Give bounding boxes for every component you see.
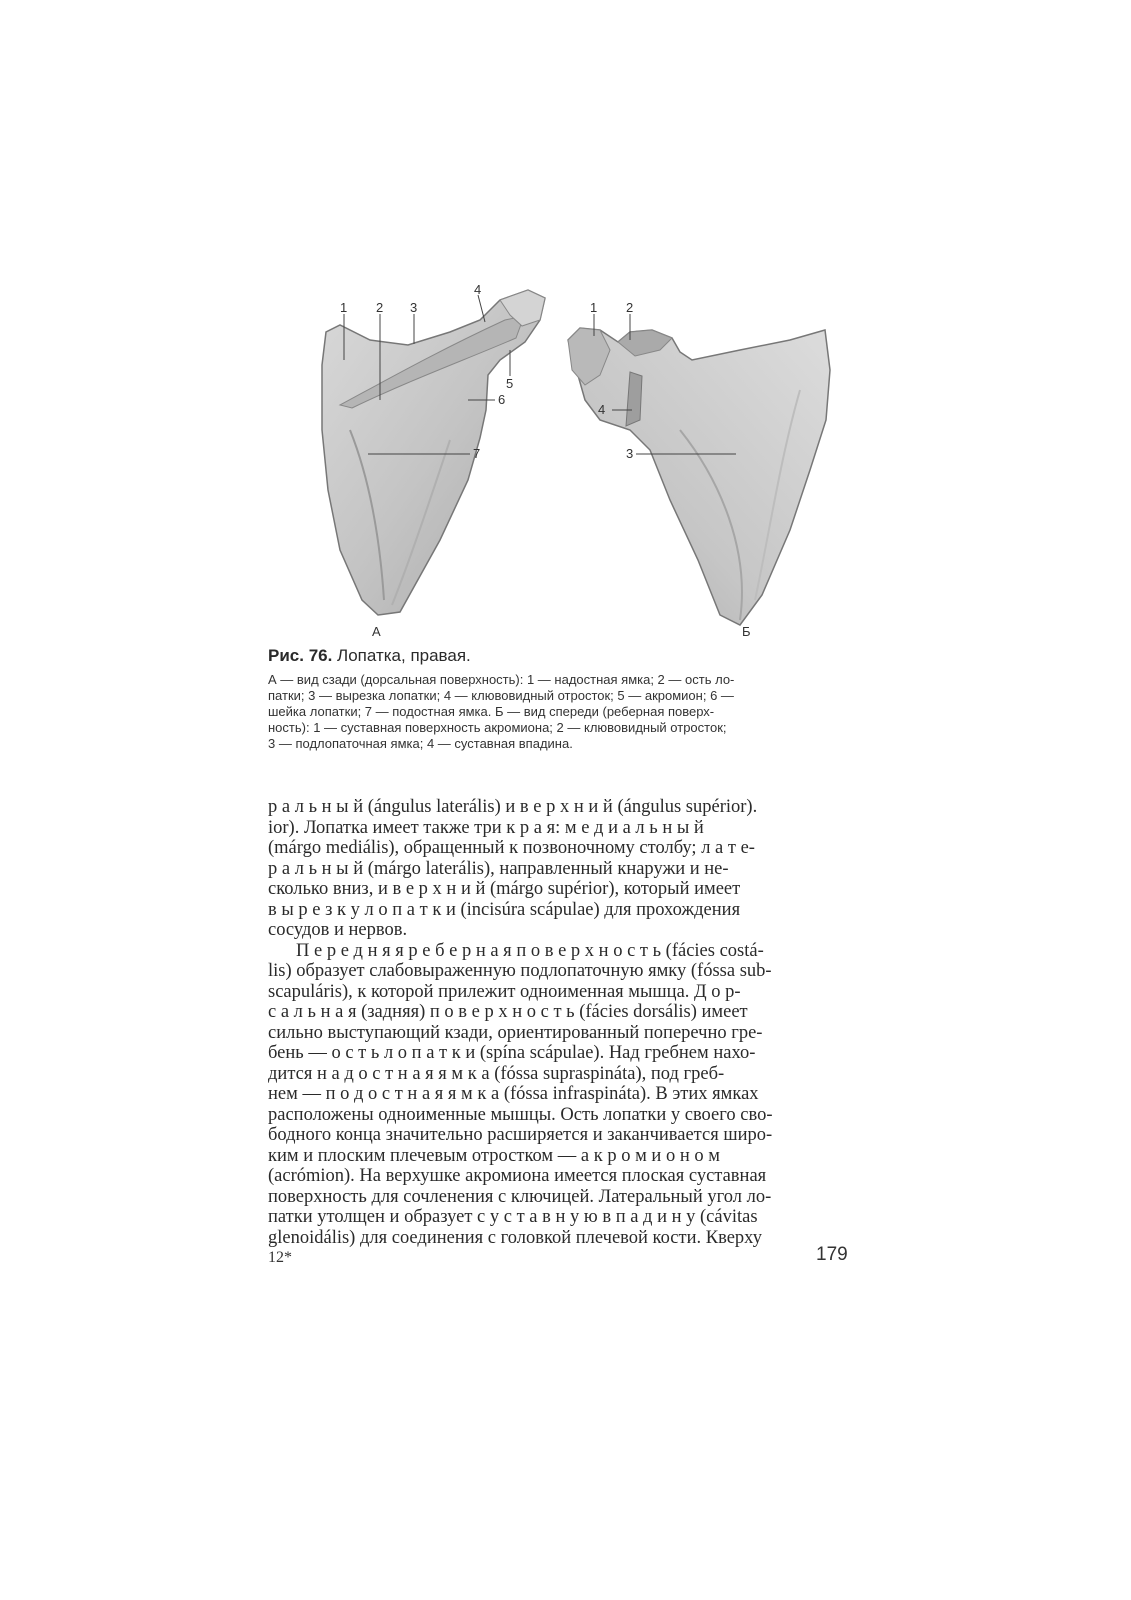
body-line: дится н а д о с т н а я я м к а (fóssa supraspináta), под греб- xyxy=(268,1063,725,1084)
body-line: scapuláris), к которой прилежит одноименная мышца. Д о р- xyxy=(268,981,741,1002)
body-line: сколько вниз, и в е р х н и й (márgo supérior), который имеет xyxy=(268,879,741,899)
page-number: 179 xyxy=(816,1244,848,1265)
body-line: в ы р е з к у л о п а т к и (incisúra scápulae) для прохождения xyxy=(268,899,741,920)
label-a-7: 7 xyxy=(473,446,481,461)
body-line: бодного конца значительно расширяется и заканчивается широ- xyxy=(268,1125,773,1145)
caption-legend xyxy=(268,672,864,752)
body-line: р а л ь н ы й (márgo laterális), направленный кнаружи и не- xyxy=(268,858,729,879)
scapula-view-b xyxy=(568,314,830,625)
body-line: поверхность для сочленения с ключицей. Латеральный угол ло- xyxy=(268,1186,772,1207)
legend-line: А — вид сзади (дорсальная поверхность): 1 — надостная ямка; 2 — ость ло- xyxy=(268,672,735,687)
label-a-3: 3 xyxy=(410,300,418,315)
label-a-5: 5 xyxy=(506,376,514,391)
scapula-view-a xyxy=(322,290,545,615)
body-line: (acrómion). На верхушке акромиона имеется плоская суставная xyxy=(268,1166,767,1186)
caption-title xyxy=(268,646,864,666)
body-text xyxy=(268,797,864,1248)
body-line: (márgo mediális), обращенный к позвоночному столбу; л а т е- xyxy=(268,838,755,858)
panel-label-a: А xyxy=(372,624,381,639)
body-line: р а л ь н ы й (ángulus laterális) и в е р х н и й (ángulus supérior). xyxy=(268,797,758,817)
body-line: бень — о с т ь л о п а т к и (spína scápulae). Над гребнем нахо- xyxy=(268,1043,756,1063)
legend-line: шейка лопатки; 7 — подостная ямка. Б — вид спереди (реберная поверх- xyxy=(268,704,715,719)
label-b-2: 2 xyxy=(626,300,634,315)
legend-line: ность): 1 — суставная поверхность акромиона; 2 — клювовидный отросток; xyxy=(268,720,727,735)
body-line: П е р е д н я я р е б е р н а я п о в е р х н о с т ь (fácies costá- xyxy=(296,940,764,961)
body-line: ior). Лопатка имеет также три к р а я: м е д и а л ь н ы й xyxy=(268,817,704,838)
body-line: патки утолщен и образует с у с т а в н у ю в п а д и н у (cávitas xyxy=(268,1207,758,1227)
scapula-figure xyxy=(300,280,880,660)
legend-line: 3 — подлопаточная ямка; 4 — суставная впадина. xyxy=(268,736,573,751)
label-a-2: 2 xyxy=(376,300,384,315)
body-line: с а л ь н а я (задняя) п о в е р х н о с т ь (fácies dorsális) имеет xyxy=(268,1002,748,1022)
body-line: сосудов и нервов. xyxy=(268,920,408,940)
body-line: lis) образует слабовыраженную подлопаточную ямку (fóssa sub- xyxy=(268,961,772,981)
figure-caption xyxy=(268,646,864,752)
label-a-1: 1 xyxy=(340,300,348,315)
label-b-4: 4 xyxy=(598,402,606,417)
panel-label-b: Б xyxy=(742,624,751,639)
figure-title: Лопатка, правая. xyxy=(332,646,471,665)
label-b-1: 1 xyxy=(590,300,598,315)
label-a-6: 6 xyxy=(498,392,506,407)
signature-mark: 12* xyxy=(268,1249,292,1266)
legend-line: патки; 3 — вырезка лопатки; 4 — клювовидный отросток; 5 — акромион; 6 — xyxy=(268,688,734,703)
body-line: ким и плоским плечевым отростком — а к р о м и о н о м xyxy=(268,1145,720,1166)
body-line: сильно выступающий кзади, ориентированный поперечно гре- xyxy=(268,1022,763,1043)
label-b-3: 3 xyxy=(626,446,634,461)
body-line: нем — п о д о с т н а я я м к а (fóssa infraspináta). В этих ямках xyxy=(268,1084,759,1104)
label-a-4: 4 xyxy=(474,282,482,297)
body-line: расположены одноименные мышцы. Ость лопатки у своего сво- xyxy=(268,1104,773,1125)
figure-number: Рис. 76. xyxy=(268,646,333,665)
scapula-illustration xyxy=(300,280,880,660)
body-line: glenoidális) для соединения с головкой плечевой кости. Кверху xyxy=(268,1227,762,1248)
